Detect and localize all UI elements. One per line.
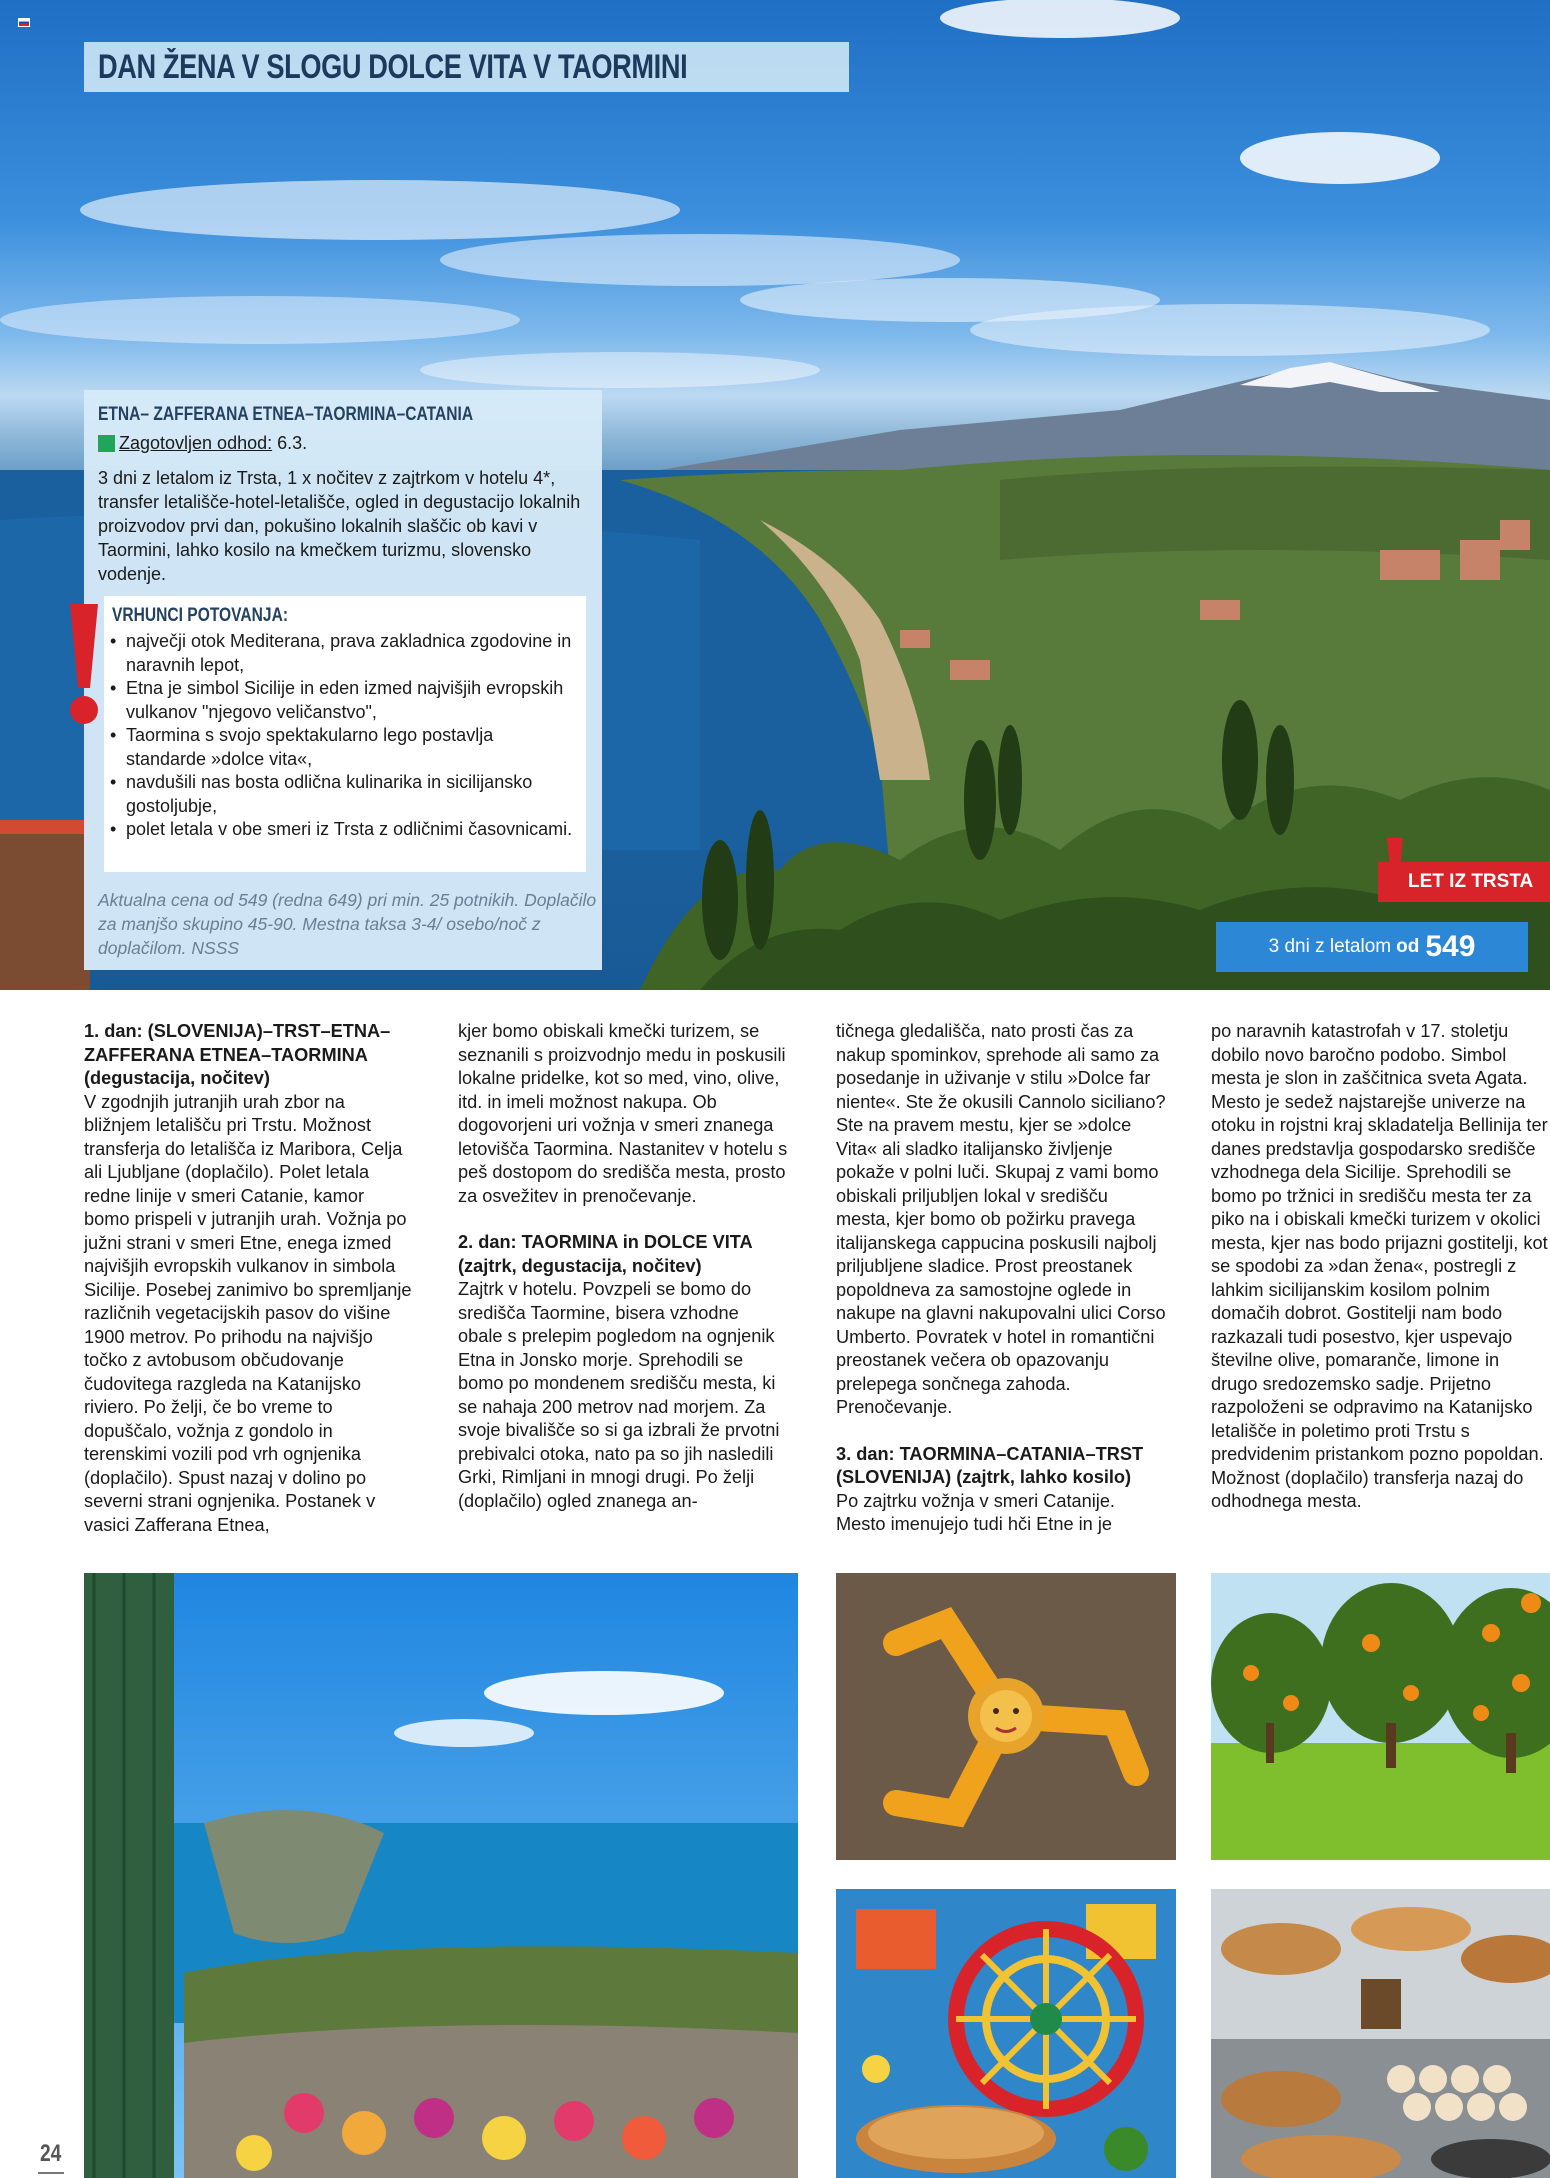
- page-title: DAN ŽENA V SLOGU DOLCE VITA V TAORMINI: [98, 47, 688, 86]
- page-title-box: [84, 42, 849, 92]
- trinacria-symbol-photo: [836, 1573, 1176, 1860]
- departure-date: 6.3.: [272, 433, 308, 453]
- itinerary-column-3: [836, 1020, 1166, 1537]
- highlight-item: • največji otok Mediterana, prava zakladnica zgodovine in naravnih lepot,: [108, 630, 578, 677]
- orange-grove-photo: [1211, 1573, 1550, 1860]
- day-text: po naravnih katastrofah v 17. stoletju dobilo novo baročno podobo. Simbol mesta je slon in zaščitnica sveta Agata. Mesto je sedež najstarejše univerze na otoku in rojstni kraj skladatelja Bellinija ter danes predstavlja gospodarsko središče vzhodnega dela Sicilije. Sprehodili se bomo po tržnici in središču mesta ter za piko na i obiskali kmečki turizem v okolici mesta, kjer nas bodo prijazni gostitelji, kot se spodobi za »dan žena«, postregli z lahkim sicilijanskim kosilom polnim domačih dobrot. Gostitelji nam bodo razkazali tudi posestvo, kjer uspevajo številne olive, pomaranče, limone in drugo sredozemsko sadje. Prijetno razpoloženi se odpravimo na Katanijsko letališče in poletimo proti Trstu s predvidenim pristankom pozno popoldan. Možnost (doplačilo) transferja nazaj do odhodnega mesta.: [1211, 1021, 1548, 1511]
- price-note: Aktualna cena od 549 (redna 649) pri min. 25 potnikih. Doplačilo za manjšo skupino 45-90. Mestna taksa 3-4/ osebo/noč z doplačilom. NSSS: [98, 890, 597, 958]
- trip-description: 3 dni z letalom iz Trsta, 1 x nočitev z zajtrkom v hotelu 4*, transfer letališče-hotel-letališče, ogled in degustacijo lokalnih proizvodov prvi dan, pokušino lokalnih slaščic ob kavi v Taormini, lahko kosilo na kmečkem turizmu, slovensko vodenje.: [98, 468, 581, 584]
- price-prefix: 3 dni z letalom: [1268, 936, 1392, 957]
- exclamation-icon: [64, 604, 104, 728]
- badge-label: LET IZ TRSTA: [1408, 871, 1534, 892]
- day-text: Zajtrk v hotelu. Povzpeli se bomo do središča Taormine, bisera vzhodne obale s prelepim pogledom na ognjenik Etna in Jonsko morje. Sprehodili se bomo po mondenem središču mesta, ki se nahaja 200 metrov nad morjem. Za svoje bivališče so si ga izbrali že prvotni prebivalci otoka, nato pa so jih nasledili Grki, Rimljani in mnogi drugi. Po želji (doplačilo) ogled znanega an-: [458, 1279, 780, 1511]
- badge-exclamation-icon: [1384, 838, 1406, 900]
- price-tag: [1216, 922, 1528, 972]
- itinerary-column-2: [458, 1020, 788, 1513]
- highlight-item: • Etna je simbol Sicilije in eden izmed najvišjih evropskih vulkanov "njegovo veličanstvo",: [108, 677, 578, 724]
- slovenia-flag-icon: [18, 18, 30, 27]
- itinerary-column-1: [84, 1020, 414, 1537]
- highlights-title: VRHUNCI POTOVANJA:: [112, 605, 289, 626]
- departure-line: [98, 433, 307, 454]
- departure-label: Zagotovljen odhod:: [119, 433, 273, 453]
- guaranteed-departure-icon: [98, 435, 115, 452]
- sicilian-cart-photo: [836, 1889, 1176, 2178]
- day-heading: 3. dan: TAORMINA–CATANIA–TRST (SLOVENIJA) (zajtrk, lahko kosilo): [836, 1443, 1144, 1487]
- sicilian-pastries-photo: [1211, 1889, 1550, 2178]
- page-number: 24: [40, 2140, 62, 2167]
- route-heading: ETNA– ZAFFERANA ETNEA–TAORMINA–CATANIA: [98, 404, 474, 425]
- highlight-item: • Taormina s svojo spektakularno lego postavlja standarde »dolce vita«,: [108, 724, 578, 771]
- price-from: od: [1396, 936, 1420, 957]
- highlights-list: [108, 630, 578, 842]
- highlight-item: • navdušili nas bosta odlična kulinarika in sicilijansko gostoljubje,: [108, 771, 578, 818]
- taormina-sea-view-photo: [84, 1573, 798, 2178]
- day-heading: 1. dan: (SLOVENIJA)–TRST–ETNA–ZAFFERANA ETNEA–TAORMINA (degustacija, nočitev): [84, 1021, 391, 1088]
- day-text: kjer bomo obiskali kmečki turizem, se seznanili s proizvodnjo medu in poskusili lokalne pridelke, kot so med, vino, olive, itd. in imeli možnost nakupa. Ob dogovorjeni uri vožnja v smeri znanega letovišča Taormina. Nastanitev v hotelu s peš dostopom do središča mesta, prosto za osvežitev in prenočevanje.: [458, 1021, 788, 1206]
- page-number-rule: [38, 2172, 64, 2174]
- day-text: tičnega gledališča, nato prosti čas za nakup spominkov, sprehode ali samo za posedanje in uživanje v stilu »Dolce far niente«. Ste že okusili Cannolo siciliano? Ste na pravem mestu, kjer se »dolce Vita« ali sladko italijansko življenje pokaže v polni luči. Skupaj z vami bomo obiskali priljubljen lokal v središču mesta, kjer bomo ob požirku pravega italijanskega cappucina poskusili najbolj priljubljene sladice. Prost preostanek popoldneva za samostojne oglede in nakupe na glavni nakupovalni ulici Corso Umberto. Povratek v hotel in romantični preostanek večera ob opazovanju prelepega sončnega zahoda. Prenočevanje.: [836, 1021, 1166, 1417]
- itinerary-column-4: [1211, 1020, 1550, 1514]
- highlight-item: • polet letala v obe smeri iz Trsta z odličnimi časovnicami.: [108, 818, 578, 842]
- price-value: 549: [1425, 930, 1476, 963]
- day-text: V zgodnjih jutranjih urah zbor na bližnjem letališču pri Trstu. Možnost transferja do letališča iz Maribora, Celja ali Ljubljane (doplačilo). Polet letala redne linije v smeri Catanie, kamor bomo prispeli v jutranjih urah. Vožnja po južni strani v smeri Etne, enega izmed najvišjih evropskih vulkanov in simbola Sicilije. Posebej zanimivo bo spremljanje različnih vegetacijskih pasov do višine 1900 metrov. Po prihodu na najvišjo točko z avtobusom občudovanje čudovitega razgleda na Katanijsko riviero. Po želji, če bo vreme to dopuščalo, vožnja z gondolo in terenskimi vozili pod vrh ognjenika (doplačilo). Spust nazaj v dolino po severni strani ognjenika. Postanek v vasici Zafferana Etnea,: [84, 1091, 412, 1535]
- day-heading: 2. dan: TAORMINA in DOLCE VITA (zajtrk, degustacija, nočitev): [458, 1232, 753, 1276]
- day-text: Po zajtrku vožnja v smeri Catanije. Mesto imenujejo tudi hči Etne in je: [836, 1490, 1115, 1534]
